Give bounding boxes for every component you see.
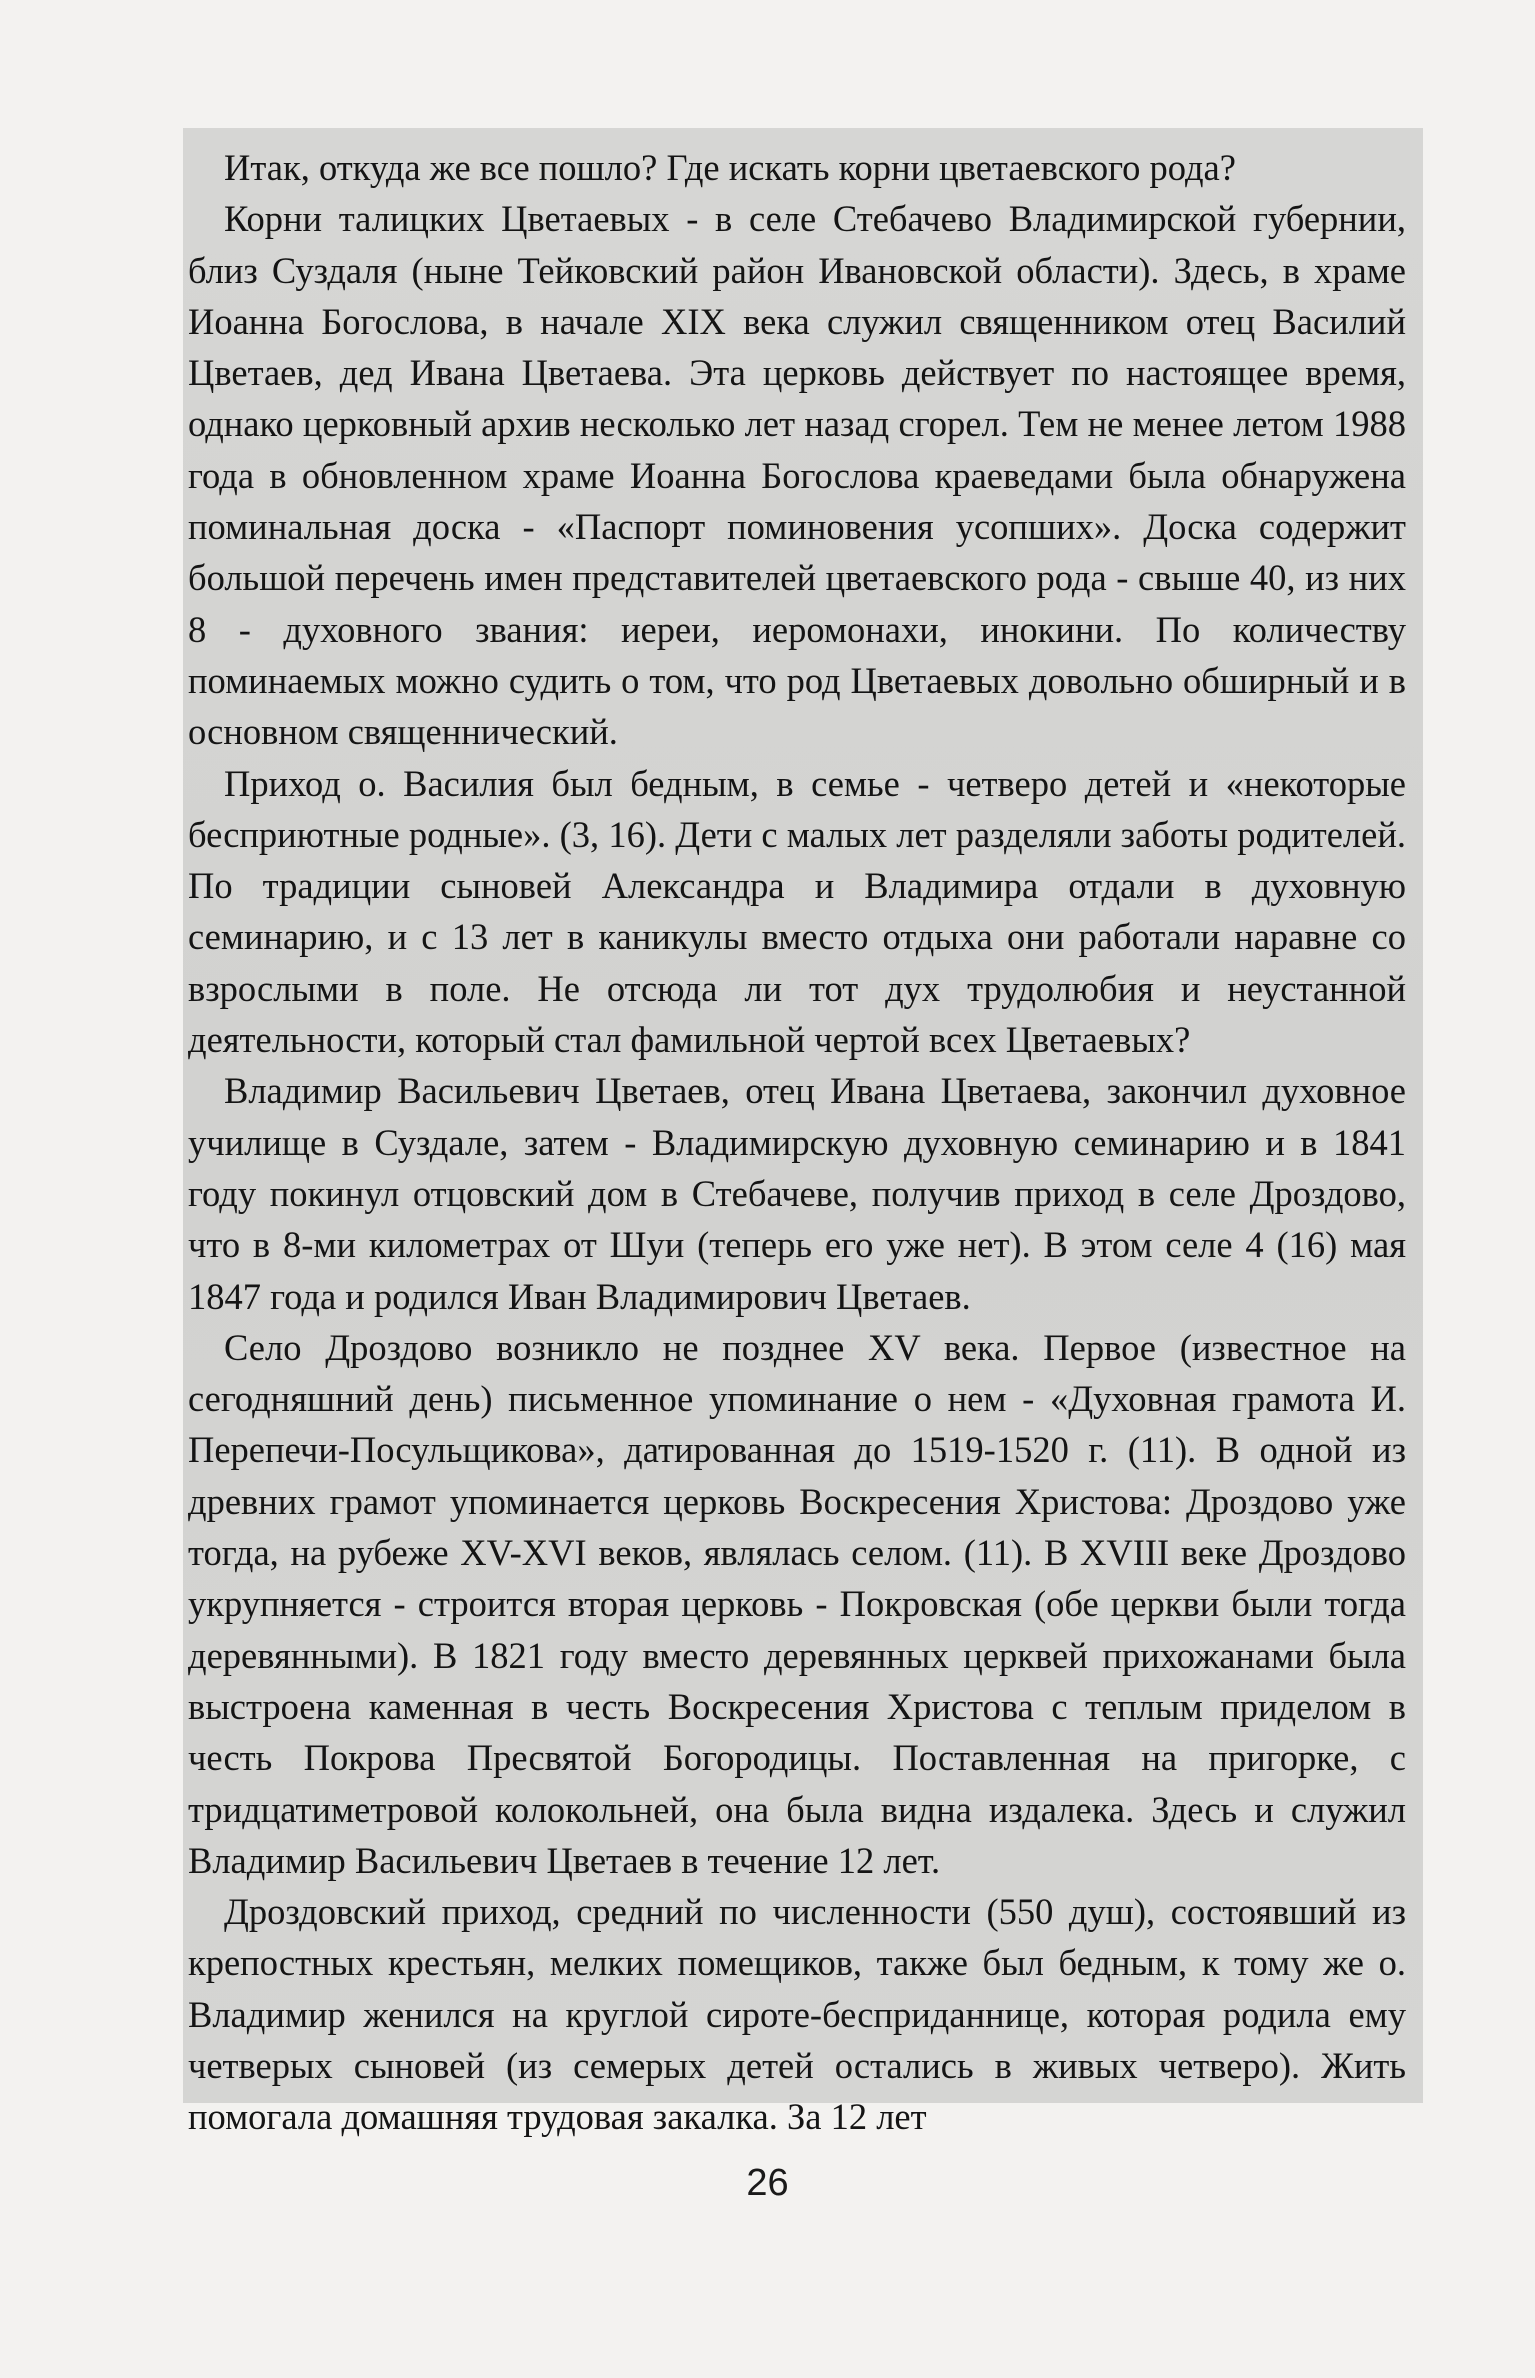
paragraph-stebachevo-roots: Корни талицких Цветаевых - в селе Стебачево Владимирской губернии, близ Суздаля (ныне Тейковский район Ивановской области). Здесь, в храме Иоанна Богослова, в начале XIX века служил священником отец Василий Цветаев, дед Ивана Цветаева. Эта церковь действует по настоящее время, однако церковный архив несколько лет назад сгорел. Тем не менее летом 1988 года в обновленном храме Иоанна Богослова краеведами была обнаружена поминальная доска - «Паспорт поминовения усопших». Доска содержит большой перечень имен представителей цветаевского рода - свыше 40, из них 8 - духовного звания: иереи, иеромонахи, инокини. По количеству поминаемых можно судить о том, что род Цветаевых довольно обширный и в основном священнический.	[188, 198, 1406, 753]
paragraph-drozdovo-parish: Дроздовский приход, средний по численности (550 душ), состоявший из крепостных крестьян, мелких помещиков, также был бедным, к тому же о. Владимир женился на круглой сироте-бесприданнице, которая родила ему четверых сыновей (из семерых детей остались в живых четверо). Жить помогала домашняя трудовая закалка. За 12 лет	[188, 1891, 1406, 2138]
page-body-text	[188, 142, 1406, 2143]
paragraph-vasily-parish: Приход о. Василия был бедным, в семье - четверо детей и «некоторые бесприютные родные». (3, 16). Дети с малых лет разделяли заботы родителей. По традиции сыновей Александра и Владимира отдали в духовную семинарию, и с 13 лет в каникулы вместо отдыха они работали наравне со взрослыми в поле. Не отсюда ли тот дух трудолюбия и неустанной деятельности, который стал фамильной чертой всех Цветаевых?	[188, 762, 1406, 1061]
page-number: 26	[746, 2162, 789, 2204]
paragraph-intro: Итак, откуда же все пошло? Где искать корни цветаевского рода?	[224, 147, 1236, 188]
paragraph-drozdovo-history: Село Дроздово возникло не позднее XV века. Первое (известное на сегодняшний день) письменное упоминание о нем - «Духовная грамота И. Перепечи-Посульщикова», датированная до 1519-1520 г. (11). В одной из древних грамот упоминается церковь Воскресения Христова: Дроздово уже тогда, на рубеже XV-XVI веков, являлась селом. (11). В XVIII веке Дроздово укрупняется - строится вторая церковь - Покровская (обе церкви были тогда деревянными). В 1821 году вместо деревянных церквей прихожанами была выстроена каменная в честь Воскресения Христова с теплым приделом в честь Покрова Пресвятой Богородицы. Поставленная на пригорке, с тридцатиметровой колокольней, она была видна издалека. Здесь и служил Владимир Васильевич Цветаев в течение 12 лет.	[188, 1326, 1406, 1881]
paragraph-vladimir-tsvetaev: Владимир Васильевич Цветаев, отец Ивана Цветаева, закончил духовное училище в Суздале, затем - Владимирскую духовную семинарию и в 1841 году покинул отцовский дом в Стебачеве, получив приход в селе Дроздово, что в 8-ми километрах от Шуи (теперь его уже нет). В этом селе 4 (16) мая 1847 года и родился Иван Владимирович Цветаев.	[188, 1070, 1406, 1317]
